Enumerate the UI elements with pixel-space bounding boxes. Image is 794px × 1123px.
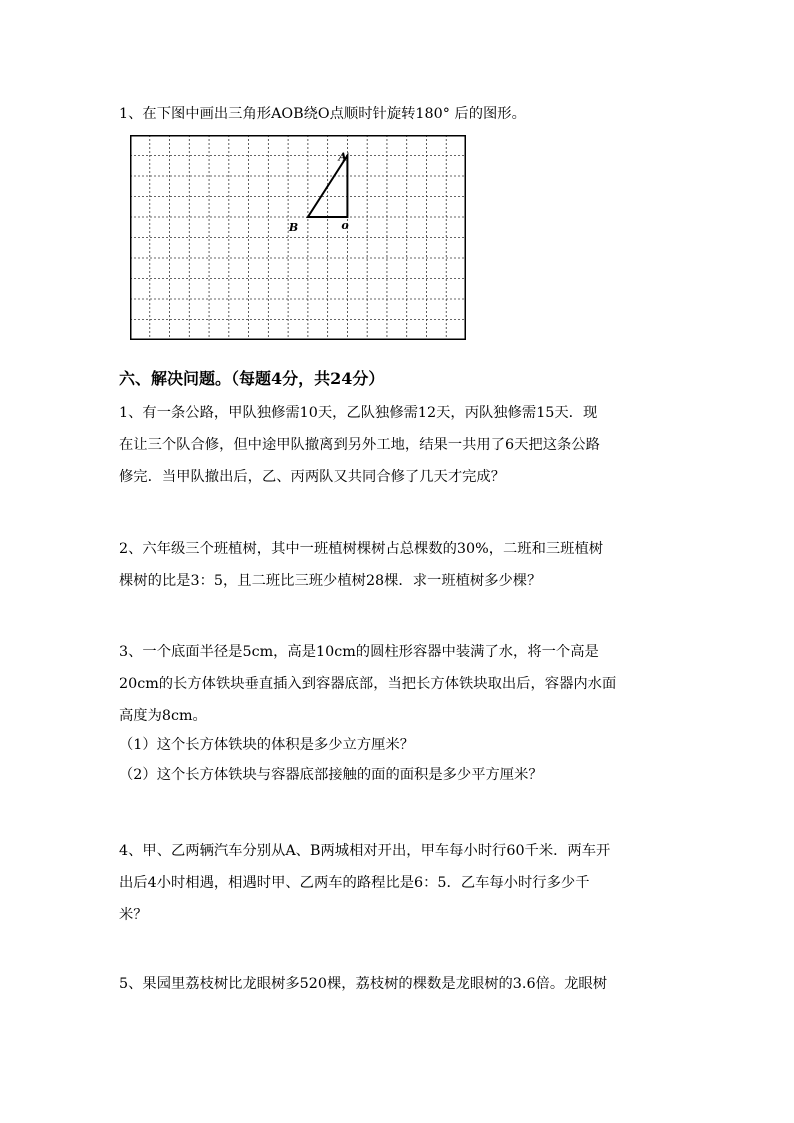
problem-1-line-1: 1、有一条公路，甲队独修需10天，乙队独修需12天，丙队独修需15天．现	[119, 405, 598, 421]
problem-1-line-3: 修完．当甲队撤出后，乙、丙两队又共同合修了几天才完成？	[119, 469, 506, 485]
problem-3-subquestion-1: （1）这个长方体铁块的体积是多少立方厘米？	[119, 737, 415, 753]
label-point-a: A	[338, 150, 347, 164]
grid-svg	[130, 135, 466, 340]
problem-4-line-2: 出后4小时相遇，相遇时甲、乙两车的路程比是6：5．乙车每小时行多少千	[119, 875, 590, 891]
problem-4-line-3: 米？	[119, 907, 148, 923]
grid-figure	[130, 135, 466, 340]
problem-3-line-2: 20cm的长方体铁块垂直插入到容器底部，当把长方体铁块取出后，容器内水面	[119, 676, 617, 692]
problem-2-line-1: 2、六年级三个班植树，其中一班植树棵树占总棵数的30%，二班和三班植树	[119, 541, 604, 557]
problem-3-subquestion-2: （2）这个长方体铁块与容器底部接触的面的面积是多少平方厘米？	[119, 767, 543, 783]
problem-3-line-3: 高度为8cm。	[119, 708, 207, 724]
problem-4-line-1: 4、甲、乙两辆汽车分别从A、B两城相对开出，甲车每小时行60千米．两车开	[119, 843, 611, 859]
problem-2-line-2: 棵树的比是3：5，且二班比三班少植树28棵．求一班植树多少棵？	[119, 573, 542, 589]
problem-5-line-1: 5、果园里荔枝树比龙眼树多520棵，荔枝树的棵数是龙眼树的3.6倍。龙眼树	[119, 976, 608, 992]
problem-1-line-2: 在让三个队合修，但中途甲队撤离到另外工地，结果一共用了6天把这条公路	[119, 437, 600, 453]
problem-3-line-1: 3、一个底面半径是5cm，高是10cm的圆柱形容器中装满了水，将一个高是	[119, 644, 599, 660]
question-rotate-triangle: 1、在下图中画出三角形AOB绕O点顺时针旋转180° 后的图形。	[119, 106, 526, 122]
grid-lines	[130, 135, 466, 340]
label-point-o: o	[341, 219, 349, 232]
label-point-b: B	[288, 221, 299, 234]
section-title: 六、解决问题。（每题4分，共24分）	[119, 369, 385, 388]
